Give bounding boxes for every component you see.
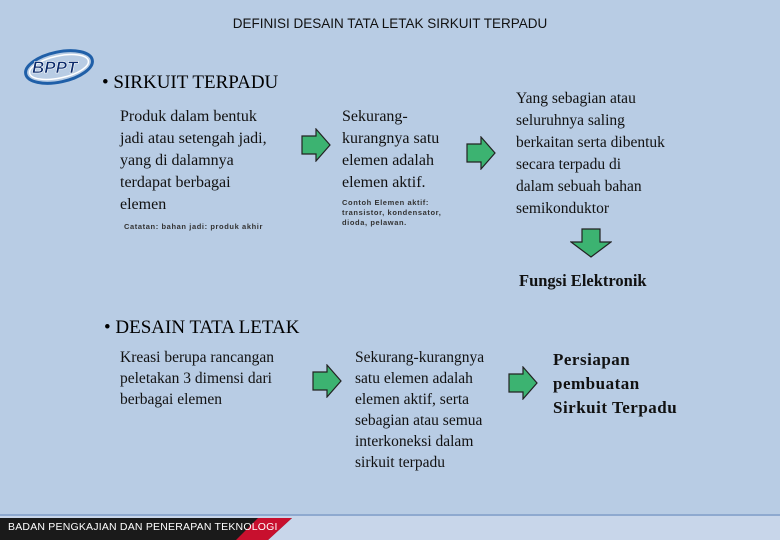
sirkuit-definition-text: [120, 106, 300, 216]
footer-divider: [0, 514, 780, 516]
arrow-right-icon: [466, 136, 496, 170]
semikonduktor-text: [516, 88, 706, 220]
text-line: Produk dalam bentuk: [120, 108, 257, 125]
section-heading-sirkuit: • SIRKUIT TERPADU: [102, 72, 279, 93]
text-line: sebagian atau semua: [355, 412, 483, 429]
text-line: pembuatan: [553, 374, 640, 393]
note-line: dioda, pelawan.: [342, 218, 407, 227]
fungsi-elektronik-label: Fungsi Elektronik: [519, 271, 647, 290]
text-line: berbagai elemen: [120, 391, 222, 408]
text-line: dalam sebuah bahan: [516, 178, 642, 195]
note-line: Contoh Elemen aktif:: [342, 198, 430, 207]
text-line: jadi atau setengah jadi,: [120, 130, 267, 147]
text-line: Persiapan: [553, 350, 631, 369]
arrow-right-icon: [301, 128, 331, 162]
footer-org-name: BADAN PENGKAJIAN DAN PENERAPAN TEKNOLOGI: [8, 521, 278, 533]
elemen-aktif-text: [342, 106, 482, 194]
contoh-elemen-note: [342, 198, 482, 228]
page-title: DEFINISI DESAIN TATA LETAK SIRKUIT TERPADU: [232, 16, 548, 31]
text-line: seluruhnya saling: [516, 112, 625, 129]
text-line: semikonduktor: [516, 200, 609, 217]
arrow-right-icon: [312, 364, 342, 398]
text-line: Kreasi berupa rancangan: [120, 349, 275, 366]
section-heading-desain: • DESAIN TATA LETAK: [104, 317, 300, 338]
text-line: interkoneksi dalam: [355, 433, 474, 450]
catatan-note: Catatan: bahan jadi: produk akhir: [124, 222, 263, 231]
text-line: elemen adalah: [342, 152, 434, 169]
text-line: berkaitan serta dibentuk: [516, 134, 665, 151]
interkoneksi-text: [355, 347, 525, 473]
text-line: terdapat berbagai: [120, 174, 231, 191]
text-line: elemen aktif.: [342, 174, 426, 191]
bppt-logo-icon: [22, 44, 96, 90]
text-line: Sekurang-kurangnya: [355, 349, 485, 366]
text-line: Yang sebagian atau: [516, 90, 636, 107]
arrow-right-icon: [508, 366, 538, 400]
text-line: elemen: [120, 196, 167, 213]
note-line: transistor, kondensator,: [342, 208, 442, 217]
text-line: Sekurang-: [342, 108, 408, 125]
text-line: secara terpadu di: [516, 156, 621, 173]
text-line: sirkuit terpadu: [355, 454, 445, 471]
text-line: satu elemen adalah: [355, 370, 473, 387]
persiapan-text: [553, 348, 753, 420]
svg-text:BPPT: BPPT: [32, 58, 78, 77]
text-line: yang di dalamnya: [120, 152, 234, 169]
text-line: peletakan 3 dimensi dari: [120, 370, 272, 387]
desain-definition-text: [120, 347, 320, 410]
text-line: Sirkuit Terpadu: [553, 398, 678, 417]
arrow-down-icon: [570, 228, 612, 258]
text-line: elemen aktif, serta: [355, 391, 470, 408]
text-line: kurangnya satu: [342, 130, 440, 147]
